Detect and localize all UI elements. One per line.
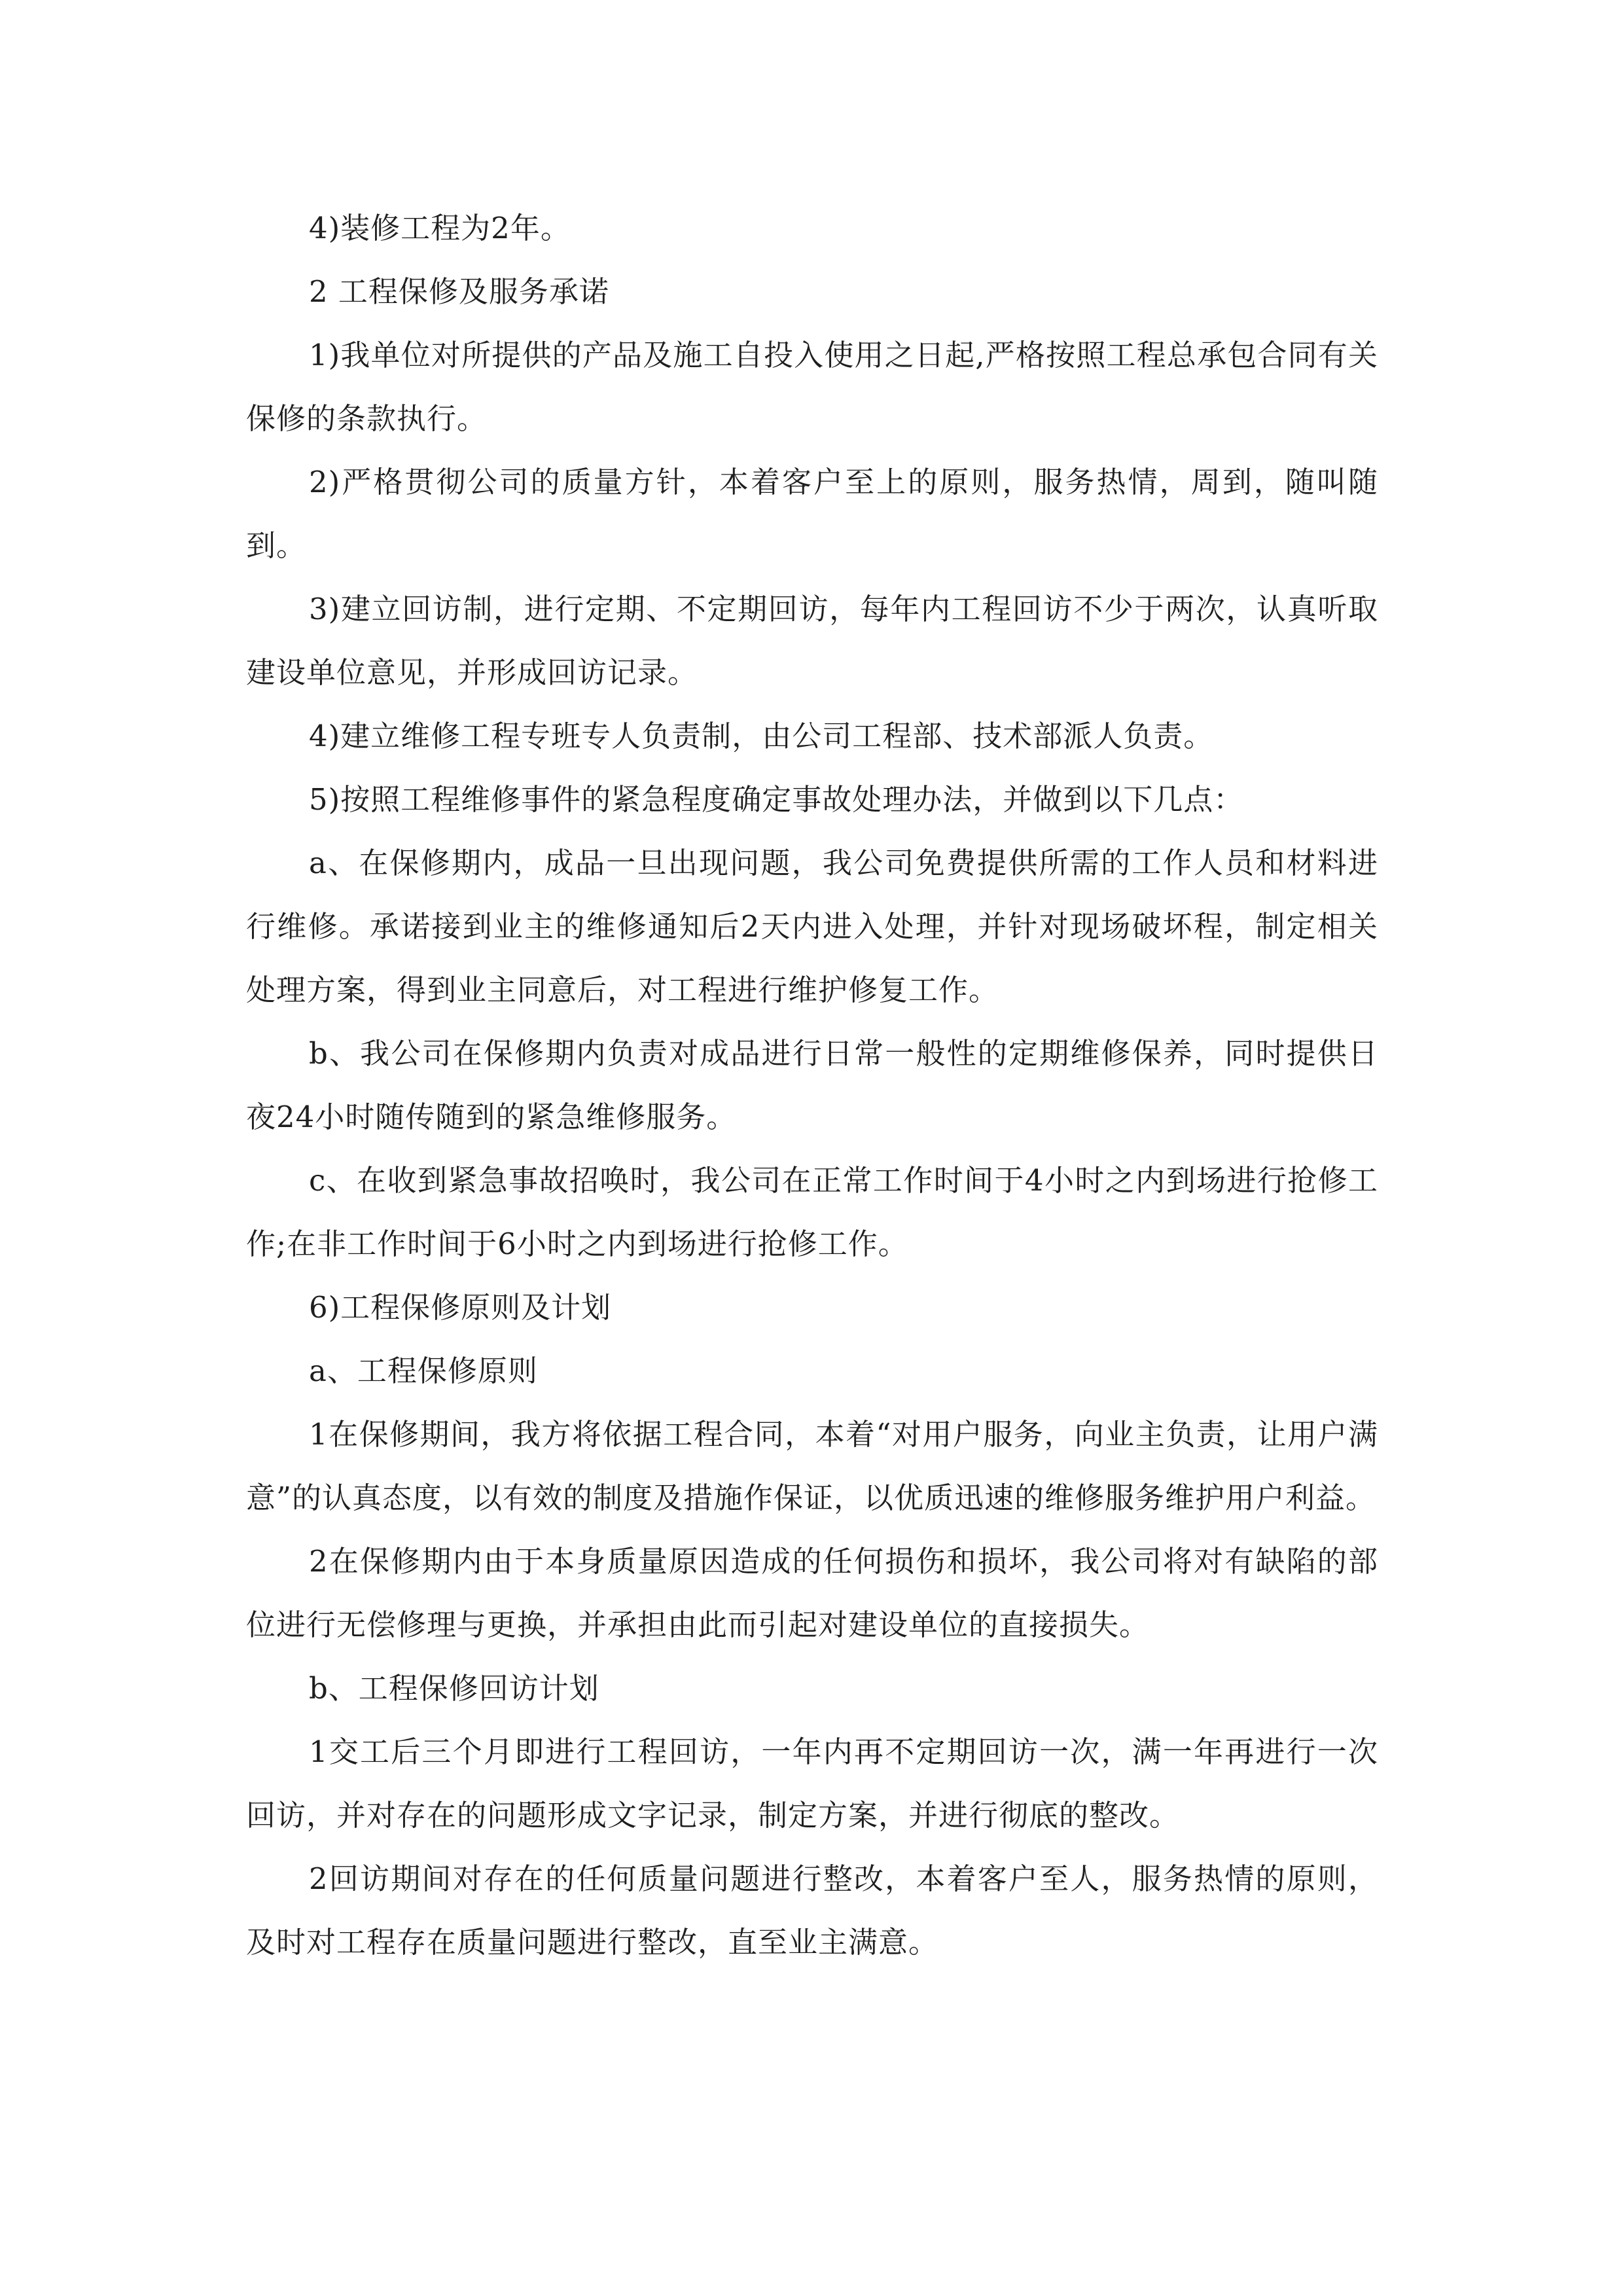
paragraph-decoration-warranty: 4)装修工程为2年。: [309, 211, 571, 245]
document-body: [246, 196, 1378, 1974]
paragraph-quality-policy: 2)严格贯彻公司的质量方针，本着客户至上的原则，服务热情，周到，随叫随到。: [246, 465, 1378, 563]
paragraph-emergency-handling: 5)按照工程维修事件的紧急程度确定事故处理办法，并做到以下几点：: [309, 782, 1244, 817]
paragraph-maintenance-team: 4)建立维修工程专班专人负责制，由公司工程部、技术部派人负责。: [309, 719, 1214, 753]
paragraph-contract-terms: 1)我单位对所提供的产品及施工自投入使用之日起,严格按照工程总承包合同有关保修的条款执行。: [246, 338, 1378, 436]
paragraph-principle-1: 1在保修期间，我方将依据工程合同，本着“对用户服务，向业主负责，让用户满意”的认真态度，以有效的制度及措施作保证，以优质迅速的维修服务维护用户利益。: [246, 1417, 1378, 1515]
paragraph-return-visit-system: 3)建立回访制，进行定期、不定期回访，每年内工程回访不少于两次，认真听取建设单位意见，并形成回访记录。: [246, 592, 1378, 690]
paragraph-item-c-emergency-response: c、在收到紧急事故招唤时，我公司在正常工作时间于4小时之内到场进行抢修工作;在非工作时间于6小时之内到场进行抢修工作。: [246, 1163, 1378, 1261]
subheading-return-visit-plan: b、工程保修回访计划: [309, 1671, 599, 1706]
paragraph-item-a-free-repair: a、在保修期内，成品一旦出现问题，我公司免费提供所需的工作人员和材料进行维修。承诺接到业主的维修通知后2天内进入处理，并针对现场破坏程，制定相关处理方案，得到业主同意后，对工程进行维护修复工作。: [246, 846, 1378, 1007]
subheading-warranty-principle: a、工程保修原则: [309, 1354, 538, 1388]
paragraph-plan-2: 2回访期间对存在的任何质量问题进行整改，本着客户至人，服务热情的原则，及时对工程存在质量问题进行整改，直至业主满意。: [246, 1861, 1378, 1960]
paragraph-plan-1: 1交工后三个月即进行工程回访，一年内再不定期回访一次，满一年再进行一次回访，并对存在的问题形成文字记录，制定方案，并进行彻底的整改。: [246, 1734, 1378, 1833]
paragraph-principle-2: 2在保修期内由于本身质量原因造成的任何损伤和损坏，我公司将对有缺陷的部位进行无偿修理与更换，并承担由此而引起对建设单位的直接损失。: [246, 1544, 1378, 1642]
section-heading-warranty-service: 2 工程保修及服务承诺: [309, 274, 609, 309]
paragraph-item-b-routine-maintenance: b、我公司在保修期内负责对成品进行日常一般性的定期维修保养，同时提供日夜24小时随传随到的紧急维修服务。: [246, 1036, 1378, 1134]
section-heading-warranty-plan: 6)工程保修原则及计划: [309, 1290, 612, 1325]
